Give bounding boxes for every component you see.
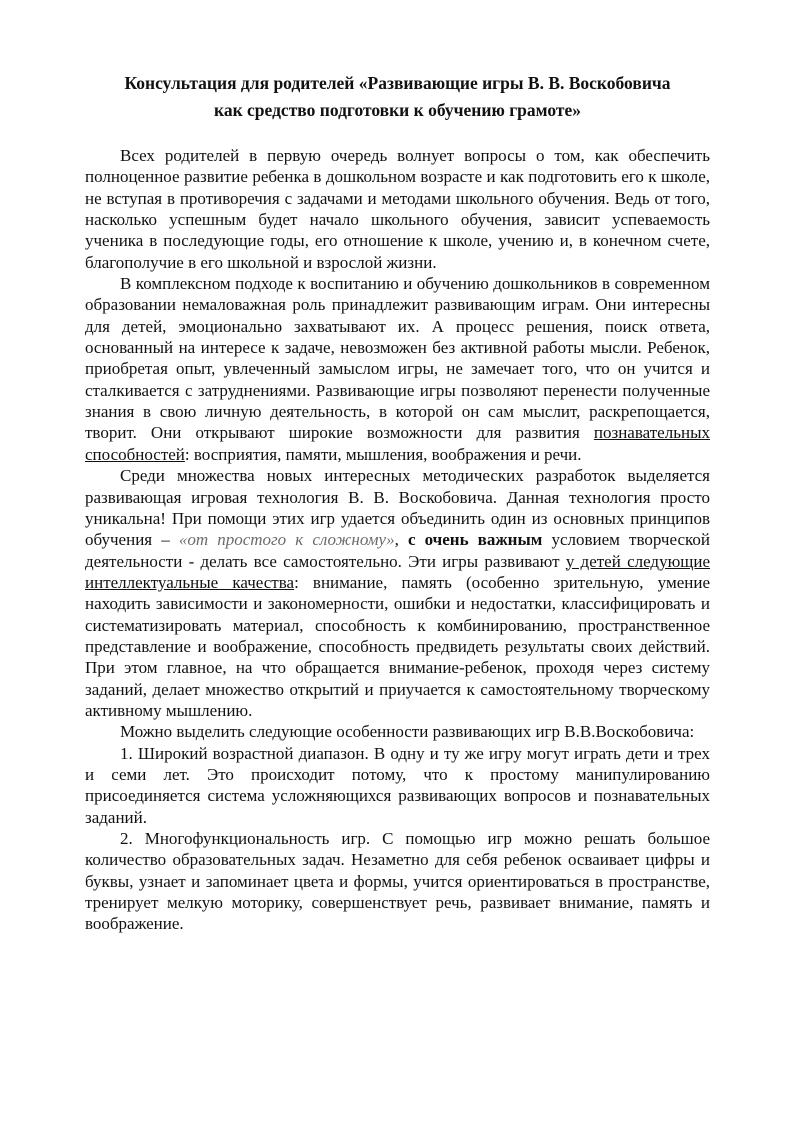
document-title-line-2: как средство подготовки к обучению грамоте» <box>214 100 581 120</box>
text-run: 2. Многофункциональность игр. С помощью игр можно решать большое количество образовательных задач. Незаметно для себя ребенок осваивает цифры и буквы, узнает и запоминает цвета и формы, учится ориентироваться в пространстве, тренирует мелкую моторику, совершенствует речь, развивает внимание, память и воображение. <box>85 829 710 934</box>
paragraph <box>85 273 710 465</box>
paragraph <box>85 721 710 742</box>
document-title <box>85 70 710 124</box>
text-run: Среди множества новых интересных методических разработок выделяется развивающая игровая технология В. В. Воскобовича. Данная технология просто уникальна! При помощи этих игр удается объединить один из основных принципов обучения – <box>85 466 710 550</box>
text-run: В комплексном подходе к воспитанию и обучению дошкольников в современном образовании немаловажная роль принадлежит развивающим играм. Они интересны для детей, эмоционально захватывают их. А процесс решения, поиск ответа, основанный на интересе к задаче, невозможен без активной работы мысли. Ребенок, приобретая опыт, увлеченный замыслом игры, не замечает того, что он учится и сталкивается с затруднениями. Развивающие игры позволяют перенести полученные знания в свою личную деятельность, в которой он сам мыслит, раскрепощается, творит. Они открывают широкие возможности для развития <box>85 274 710 443</box>
document-title-line-1: Консультация для родителей «Развивающие игры В. В. Воскобовича <box>124 73 671 93</box>
text-run: с очень важным <box>407 530 543 550</box>
document-body <box>85 145 710 935</box>
text-run: : внимание, память (особенно зрительную, умение находить зависимости и закономерности, ошибки и недостатки, классифицировать и систематизировать материал, способность к комбинированию, пространственное представление и воображение, способность предвидеть результаты своих действий. При этом главное, на что обращается внимание-ребенок, проходя через систему заданий, делает множество открытий и приучается к самостоятельному творческому активному мышлению. <box>85 572 711 720</box>
text-run: Можно выделить следующие особенности развивающих игр В.В.Воскобовича: <box>120 722 695 742</box>
text-run: Всех родителей в первую очередь волнует вопросы о том, как обеспечить полноценное развитие ребенка в дошкольном возрасте и как подготовить его к школе, не вступая в противоречия с задачами и методами школьного обучения. Ведь от того, насколько успешным будет начало школьного обучения, зависит успеваемость ученика в последующие годы, его отношение к школе, учению и, в конечном счете, благополучие в его школьной и взрослой жизни. <box>85 146 710 272</box>
paragraph <box>85 743 710 828</box>
text-run: , <box>394 530 408 550</box>
paragraph <box>85 828 710 935</box>
text-run: у детей следующие интеллектуальные качества <box>85 551 711 592</box>
paragraph <box>85 465 710 721</box>
text-run: познавательных способностей <box>85 423 710 464</box>
paragraph <box>85 145 710 273</box>
text-run: «от простого к сложному» <box>178 530 395 550</box>
text-run: : восприятия, памяти, мышления, воображения и речи. <box>184 444 582 464</box>
text-run: 1. Широкий возрастной диапазон. В одну и ту же игру могут играть дети и трех и семи лет. Это происходит потому, что к простому манипулированию присоединяется система усложняющихся развивающих вопросов и познавательных заданий. <box>85 743 710 827</box>
text-run: условием творческой деятельности - делать все самостоятельно. Эти игры развивают <box>85 530 710 571</box>
